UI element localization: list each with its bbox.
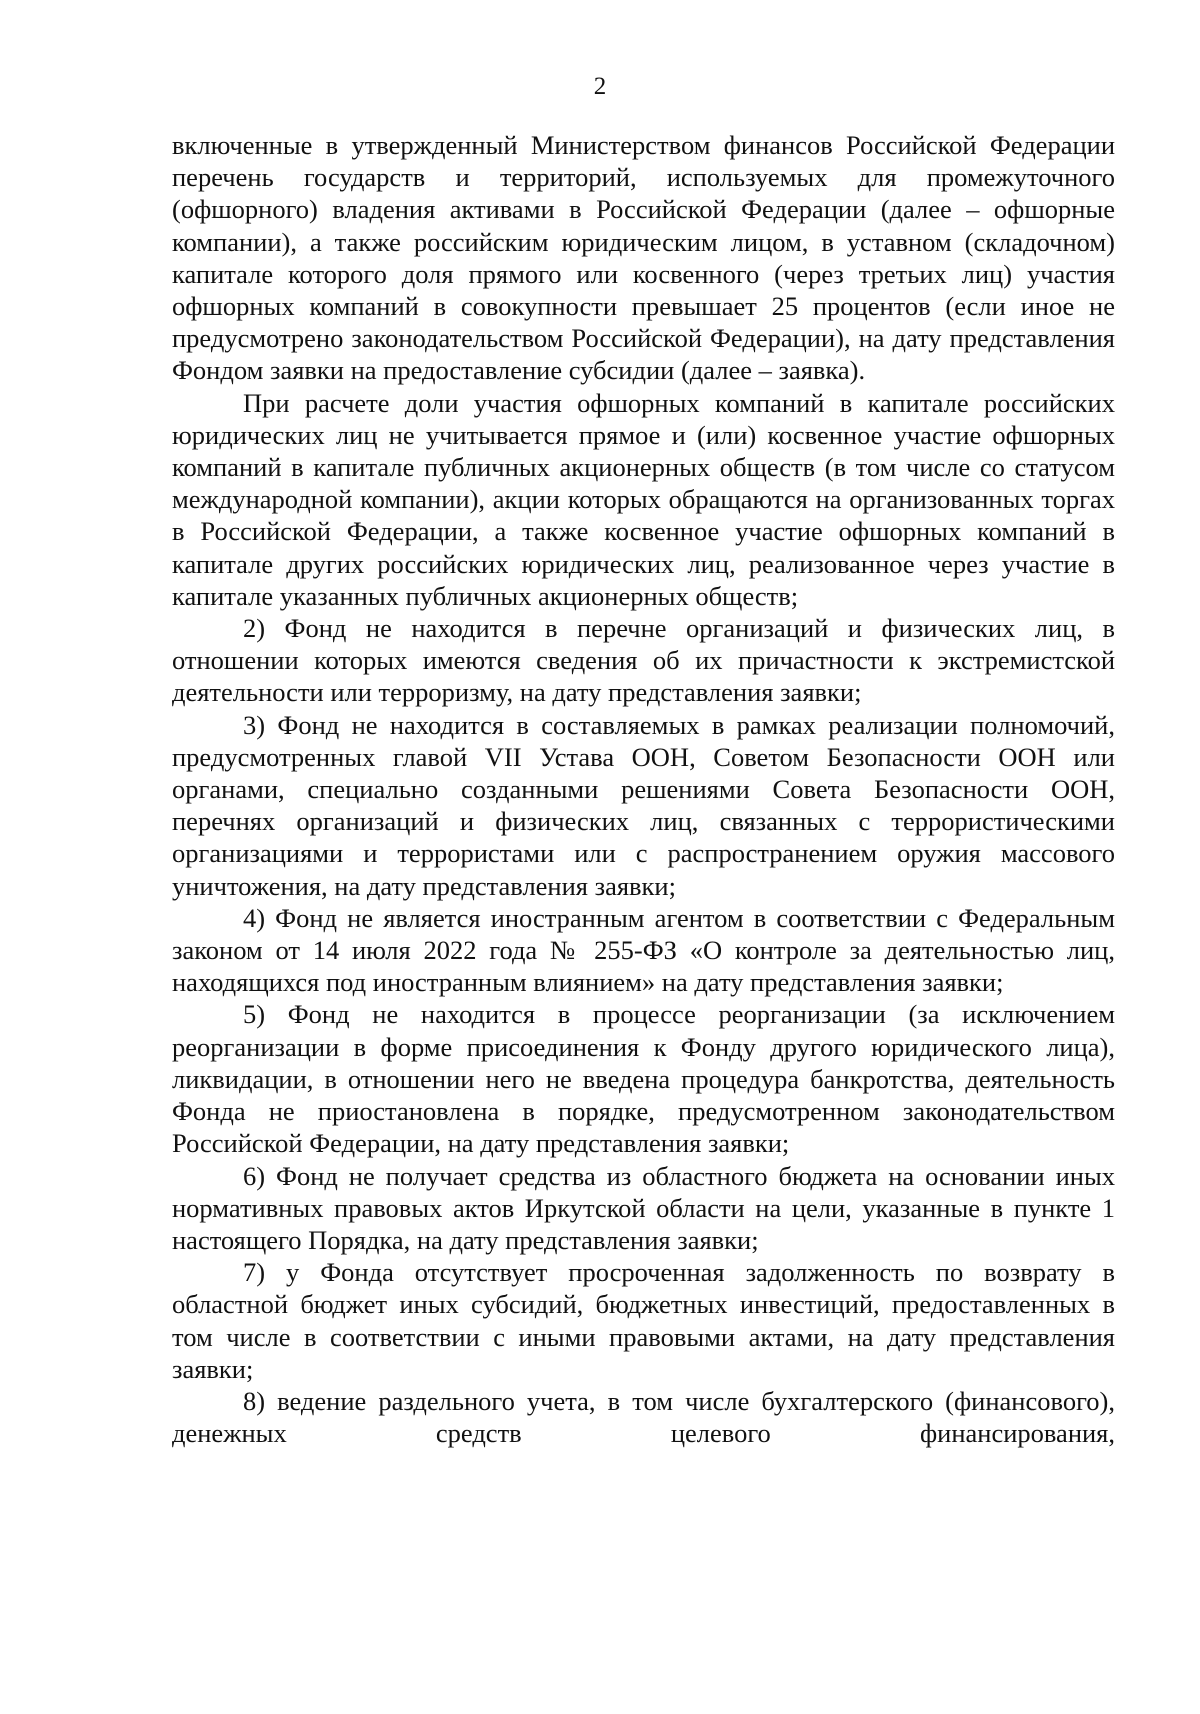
paragraph-item-3: 3) Фонд не находится в составляемых в рамках реализации полномочий, предусмотренных главой VII Устава ООН, Советом Безопасности ООН или органами, специально созданными решениями Совета Безопасности ООН, перечнях организаций и физических лиц, связанных с террористическими организациями и террористами или с распространением оружия массового уничтожения, на дату представления заявки; xyxy=(172,709,1115,901)
paragraph-item-2: 2) Фонд не находится в перечне организаций и физических лиц, в отношении которых имеются сведения об их причастности к экстремистской деятельности или терроризму, на дату представления заявки; xyxy=(172,613,1115,708)
paragraph-item-5: 5) Фонд не находится в процессе реорганизации (за исключением реорганизации в форме присоединения к Фонду другого юридического лица), ликвидации, в отношении него не введена процедура банкротства, деятельность Фонда не приостановлена в порядке, предусмотренном законодательством Российской Федерации, на дату представления заявки; xyxy=(172,999,1115,1159)
paragraph-item-8: 8) ведение раздельного учета, в том числе бухгалтерского (финансового), денежных средств целевого финансирования, xyxy=(172,1385,1115,1449)
paragraph-item-6: 6) Фонд не получает средства из областного бюджета на основании иных нормативных правовых актов Иркутской области на цели, указанные в пункте 1 настоящего Порядка, на дату представления заявки; xyxy=(172,1160,1115,1255)
paragraph-offshore-calculation: При расчете доли участия офшорных компаний в капитале российских юридических лиц не учитывается прямое и (или) косвенное участие офшорных компаний в капитале публичных акционерных обществ (в том числе со статусом международной компании), акции которых обращаются на организованных торгах в Российской Федерации, а также косвенное участие офшорных компаний в капитале других российских юридических лиц, реализованное через участие в капитале указанных публичных акционерных обществ; xyxy=(172,387,1115,611)
paragraph-offshore-definition: включенные в утвержденный Министерством финансов Российской Федерации перечень государств и территорий, используемых для промежуточного (офшорного) владения активами в Российской Федерации (далее – офшорные компании), а также российским юридическим лицом, в уставном (складочном) капитале которого доля прямого или косвенного (через третьих лиц) участия офшорных компаний в совокупности превышает 25 процентов (если иное не предусмотрено законодательством Российской Федерации), на дату представления Фондом заявки на предоставление субсидии (далее – заявка). xyxy=(172,130,1115,386)
page-number: 2 xyxy=(593,73,607,100)
document-body xyxy=(172,129,1115,1449)
paragraph-item-7: 7) у Фонда отсутствует просроченная задолженность по возврату в областной бюджет иных субсидий, бюджетных инвестиций, предоставленных в том числе в соответствии с иными правовыми актами, на дату представления заявки; xyxy=(172,1257,1115,1384)
paragraph-item-4: 4) Фонд не является иностранным агентом в соответствии с Федеральным законом от 14 июля 2022 года № 255-ФЗ «О контроле за деятельностью лиц, находящихся под иностранным влиянием» на дату представления заявки; xyxy=(172,902,1115,998)
